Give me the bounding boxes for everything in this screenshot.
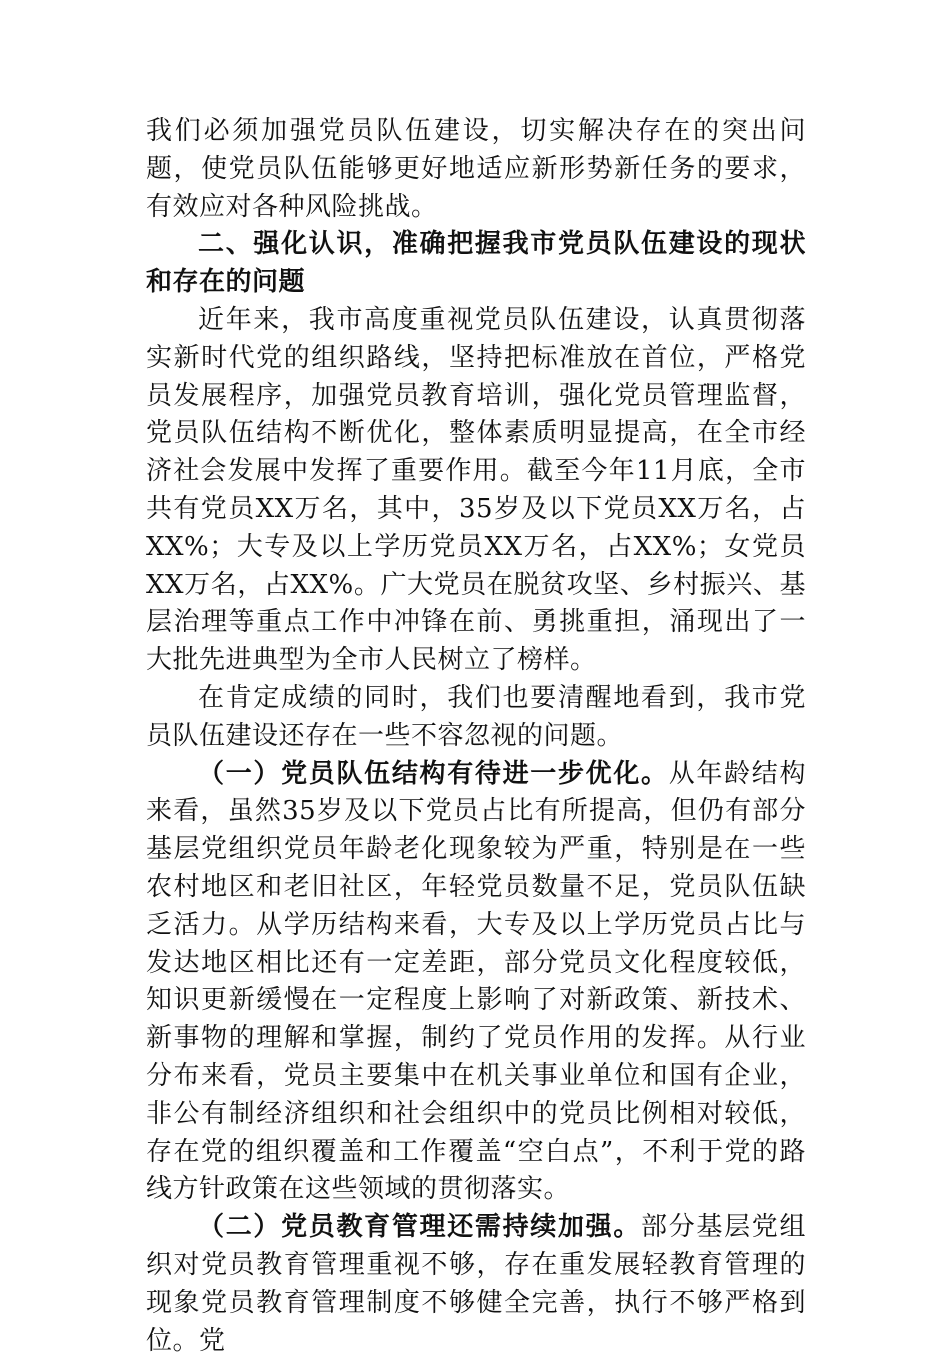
item-2-body: 部分基层党组织对党员教育管理重视不够，存在重发展轻教育管理的现象党员教育管理制度不够健全完善，执行不够严格到位。党 xyxy=(146,1212,806,1356)
item-2-paragraph xyxy=(146,1209,806,1360)
item-2-lead: （二）党员教育管理还需持续加强。 xyxy=(198,1212,642,1243)
item-1-paragraph xyxy=(146,756,806,1210)
item-1-lead: （一）党员队伍结构有待进一步优化。 xyxy=(198,758,669,789)
section-heading: 二、强化认识，准确把握我市党员队伍建设的现状和存在的问题 xyxy=(146,229,806,298)
continuation-paragraph: 我们必须加强党员队伍建设，切实解决存在的突出问题，使党员队伍能够更好地适应新形势新任务的要求，有效应对各种风险挑战。 xyxy=(146,116,806,222)
item-1-body: 从年龄结构来看，虽然35岁及以下党员占比有所提高，但仍有部分基层党组织党员年龄老化现象较为严重，特别是在一些农村地区和老旧社区，年轻党员数量不足，党员队伍缺乏活力。从学历结构来看，大专及以上学历党员占比与发达地区相比还有一定差距，部分党员文化程度较低，知识更新缓慢在一定程度上影响了对新政策、新技术、新事物的理解和掌握，制约了党员作用的发挥。从行业分布来看，党员主要集中在机关事业单位和国有企业，非公有制经济组织和社会组织中的党员比例相对较低，存在党的组织覆盖和工作覆盖“空白点”，不利于党的路线方针政策在这些领域的贯彻落实。 xyxy=(146,758,806,1205)
problems-intro-paragraph: 在肯定成绩的同时，我们也要清醒地看到，我市党员队伍建设还存在一些不容忽视的问题。 xyxy=(146,682,806,751)
document-body xyxy=(146,113,806,1360)
status-paragraph: 近年来，我市高度重视党员队伍建设，认真贯彻落实新时代党的组织路线，坚持把标准放在首位，严格党员发展程序，加强党员教育培训，强化党员管理监督，党员队伍结构不断优化，整体素质明显提高，在全市经济社会发展中发挥了重要作用。截至今年11月底，全市共有党员XX万名，其中，35岁及以下党员XX万名，占XX%；大专及以上学历党员XX万名，占XX%；女党员XX万名，占XX%。广大党员在脱贫攻坚、乡村振兴、基层治理等重点工作中冲锋在前、勇挑重担，涌现出了一大批先进典型为全市人民树立了榜样。 xyxy=(146,304,806,676)
